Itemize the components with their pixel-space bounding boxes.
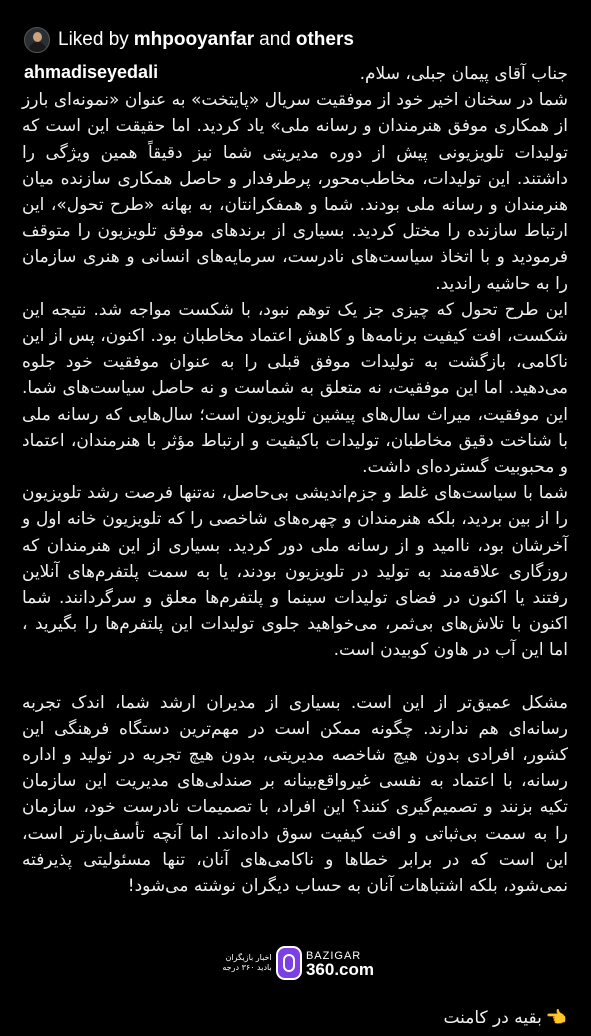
bazigar360-watermark [216,944,374,982]
cropped-top-strip [0,0,591,20]
liked-by-prefix: Liked by [58,29,129,50]
bazigar-logo-icon [276,946,302,980]
pointing-hand-icon: 👈 [545,1008,567,1028]
liked-by-row[interactable] [24,27,359,53]
liked-by-and: and [259,29,291,50]
watermark-brand: BAZIGAR 360.com [305,950,374,979]
caption-paragraph: جناب آقای پیمان جبلی، سلام. [359,64,568,84]
watermark-tagline: اخبار بازیگران بادید ۳۶۰ درجه [222,953,272,972]
continue-in-comments [443,1008,567,1028]
post-caption [22,61,568,899]
caption-paragraph: این طرح تحول که چیزی جز یک توهم نبود، با شکست مواجه شد. نتیجه این شکست، افت کیفیت برنامه‌ها و کاهش اعتماد مخاطبان بود. اکنون، پس از این ناکامی، بازگشت به تولیدات موفق قبلی را به عنوان موفقیت خود جلوه می‌دهید. اما این موفقیت، نه متعلق به شماست و نه حاصل سیاست‌های شما. این موفقیت، میراث سال‌های پیشین تلویزیون است؛ سال‌هایی که رسانه ملی با شناخت دقیق مخاطبان، تولیدات باکیفیت و ارتباط مؤثر با هنرمندان، اعتماد و محبوبیت گسترده‌ای داشت. [22,299,568,478]
caption-paragraph: مشکل عمیق‌تر از این است. بسیاری از مدیران ارشد شما، اندک تجربه رسانه‌ای هم ندارند. چگونه ممکن است در مهم‌ترین دستگاه فرهنگی این کشور، افرادی بدون هیچ شاخصه مدیریتی، بدون هیچ تجربه در تولید و اداره رسانه، با اعتماد به نفسی غیرواقع‌بینانه بر صندلی‌های مدیریت این سازمان تکیه بزنند و تصمیم‌گیری کنند؟ این افراد، با تصمیمات نادرست خود، سازمان را به سمت بی‌ثباتی و افت کیفیت سوق داده‌اند. اما آنچه تأسف‌بارتر است، این است که در برابر خطاها و ناکامی‌های آنان، تنها مسئولیتی پذیرفته نمی‌شود، بلکه اشتباهات آنان به حساب دیگران نوشته می‌شود! [22,692,568,897]
liker-avatar[interactable] [24,27,50,53]
liked-by-others-link[interactable]: others [295,29,354,50]
caption-paragraph: شما با سیاست‌های غلط و جزم‌اندیشی بی‌حاصل، نه‌تنها فرصت رشد تلویزیون را از بین بردید، بلکه هنرمندان و چهره‌های شاخصی را که تلویزیون خانه اول و آخرشان بود، ناامید و از رسانه ملی دور کردید. بسیاری از این هنرمندان که روزگاری علاقه‌مند به تولید در تلویزیون بودند، یا به سمت پلتفرم‌های آنلاین رفتند یا اکنون در فضای تولیدات سینما و پلتفرم‌ها معلق و سرگردانند. شما اکنون با تلاش‌های بی‌ثمر، می‌خواهید جلوی تولیدات این پلتفرم‌ها را بگیرید ، اما این آب در هاون کوبیدن است. [22,483,568,661]
caption-paragraph: شما در سخنان اخیر خود از موفقیت سریال «پایتخت» به عنوان «نمونه‌ای بارز از همکاری موفق هنرمندان و رسانه ملی» یاد کردید. اما حقیقت این است که تولیدات تلویزیونی پیش از دوره مدیریتی شما نیز دقیقاً همین ویژگی را داشتند. این تولیدات، مخاطب‌محور، پرطرفدار و حاصل همکاری سازنده میان هنرمندان و رسانه ملی بودند. شما و همفکرانتان، به بهانه «طرح تحول»، این ارتباط سازنده را مختل کردید. بسیاری از برندهای موفق تلویزیون را متوقف فرمودید و با اتخاذ سیاست‌های نادرست، سرمایه‌های انسانی و هنری سازمان را به حاشیه راندید. [22,90,568,294]
post-username-link[interactable]: ahmadiseyedali [24,62,164,83]
liked-by-user-link[interactable]: mhpooyanfar [133,29,255,50]
continue-text: بقیه در کامنت [443,1008,542,1028]
